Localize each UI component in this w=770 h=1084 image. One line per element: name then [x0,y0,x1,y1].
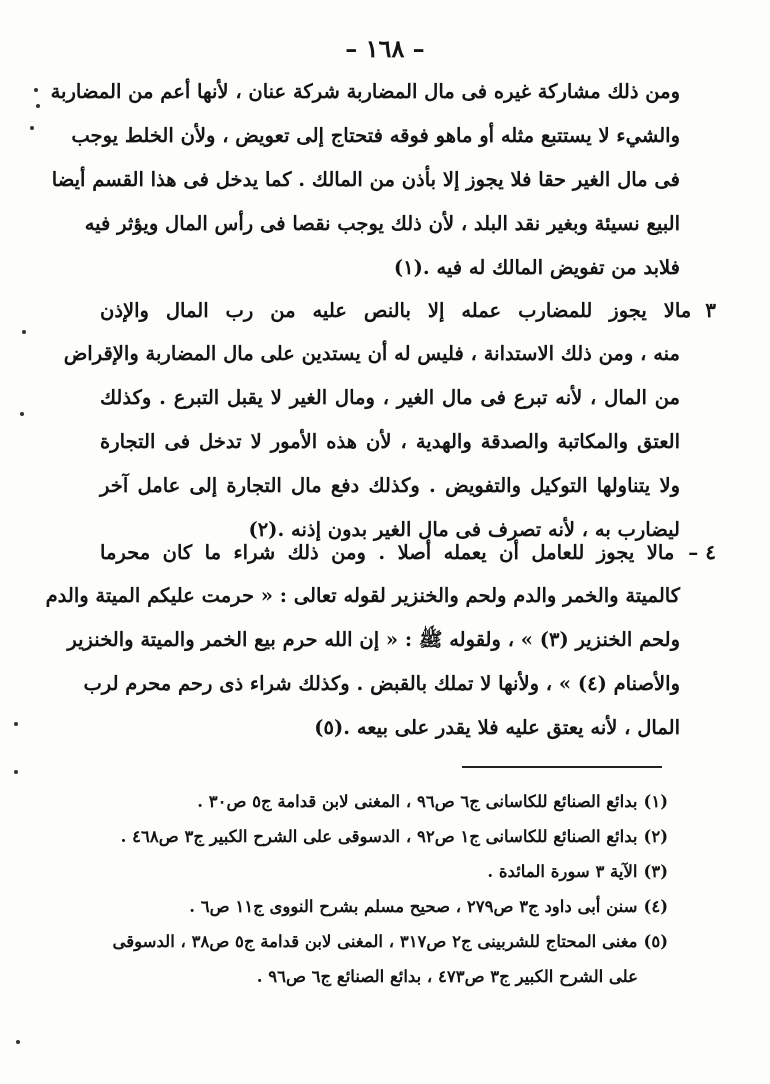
page-number: – ١٦٨ – [345,34,425,63]
footnote-4 [108,889,668,924]
text-line: البيع نسيئة وبغير نقد البلد ، لأن ذلك يوجب نقصا فى رأس المال ويؤثر فيه [84,212,680,235]
item-number: ٤ – [688,540,716,564]
text-line: فى مال الغير حقا فلا يجوز إلا بأذن من المالك . كما يدخل فى هذا القسم أيضا [51,168,680,191]
text-line: من المال ، لأنه تبرع فى مال الغير ، ومال الغير لا يقبل التبرع . وكذلك [100,386,680,409]
item-number: ٣ [705,298,716,322]
text-line-content: مالا يجوز للمضارب عمله إلا بالنص عليه من رب المال والإذن [100,299,692,322]
paragraph-item-4 [45,530,716,750]
footnote-number: (٢) [643,827,668,846]
scan-speck [34,88,38,92]
text-line: العتق والمكاتبة والصدقة والهدية ، لأن هذه الأمور لا تدخل فى التجارة [100,430,680,453]
text-line: فلابد من تفويض المالك له فيه .(١) [393,256,680,279]
text-line-content: مالا يجوز للعامل أن يعمله أصلا . ومن ذلك شراء ما كان محرما [100,541,675,564]
scan-speck [14,722,18,726]
footnote-3 [108,854,668,889]
footnote-divider [462,766,662,768]
footnote-5-continuation: على الشرح الكبير ج٣ ص٤٧٣ ، بدائع الصنائع ج٦ ص٩٦ . [256,967,638,986]
footnote-2 [108,819,668,854]
scan-speck [20,412,24,416]
text-line-first [100,530,716,574]
text-line-first [100,288,716,332]
footnote-text: الآية ٣ سورة المائدة . [487,862,638,881]
scan-speck [16,1040,20,1044]
scan-speck [30,126,34,130]
text-line: ليضارب به ، لأنه تصرف فى مال الغير بدون إذنه .(٢) [248,518,680,541]
text-line: ومن ذلك مشاركة غيره فى مال المضاربة شركة عنان ، لأنها أعم من المضاربة [50,80,680,103]
text-line: ولا يتناولها التوكيل والتفويض . وكذلك دفع مال التجارة إلى عامل آخر [100,474,680,497]
paragraph-item-3 [63,288,716,552]
text-line: المال ، لأنه يعتق عليه فلا يقدر على بيعه .(٥) [314,716,680,739]
footnote-text: مغنى المحتاج للشربينى ج٢ ص٣١٧ ، المغنى لابن قدامة ج٥ ص٣٨ ، الدسوقى [112,932,638,951]
text-line: ولحم الخنزير (٣) » ، ولقوله ﷺ : « إن الله حرم بيع الخمر والميتة والخنزير [67,628,680,651]
footnote-text: سنن أبى داود ج٣ ص٢٧٩ ، صحيح مسلم بشرح النووى ج١١ ص٦ . [189,897,638,916]
scan-speck [14,770,18,774]
footnote-number: (٥) [643,932,668,951]
footnote-text: بدائع الصنائع للكاسانى ج١ ص٩٢ ، الدسوقى على الشرح الكبير ج٣ ص٤٦٨ . [120,827,638,846]
scan-speck [22,330,26,334]
footnotes [108,784,668,994]
scan-speck [36,104,40,108]
text-line: والأصنام (٤) » ، ولأنها لا تملك بالقبض . وكذلك شراء ذى رحم محرم لرب [83,672,680,695]
text-line: كالميتة والخمر والدم ولحم والخنزير لقوله تعالى : « حرمت عليكم الميتة والدم [45,584,680,607]
paragraph-continuation [50,70,680,290]
footnote-1 [108,784,668,819]
footnote-5 [108,924,668,959]
footnote-text: بدائع الصنائع للكاسانى ج٦ ص٩٦ ، المغنى لابن قدامة ج٥ ص٣٠ . [197,792,638,811]
footnote-number: (٣) [643,862,668,881]
text-line: منه ، ومن ذلك الاستدانة ، فليس له أن يستدين على مال المضاربة والإقراض [63,342,680,365]
text-line: والشيء لا يستتبع مثله أو ماهو فوقه فتحتاج إلى تعويض ، ولأن الخلط يوجب [71,124,680,147]
footnote-number: (١) [643,792,668,811]
footnote-number: (٤) [643,897,668,916]
